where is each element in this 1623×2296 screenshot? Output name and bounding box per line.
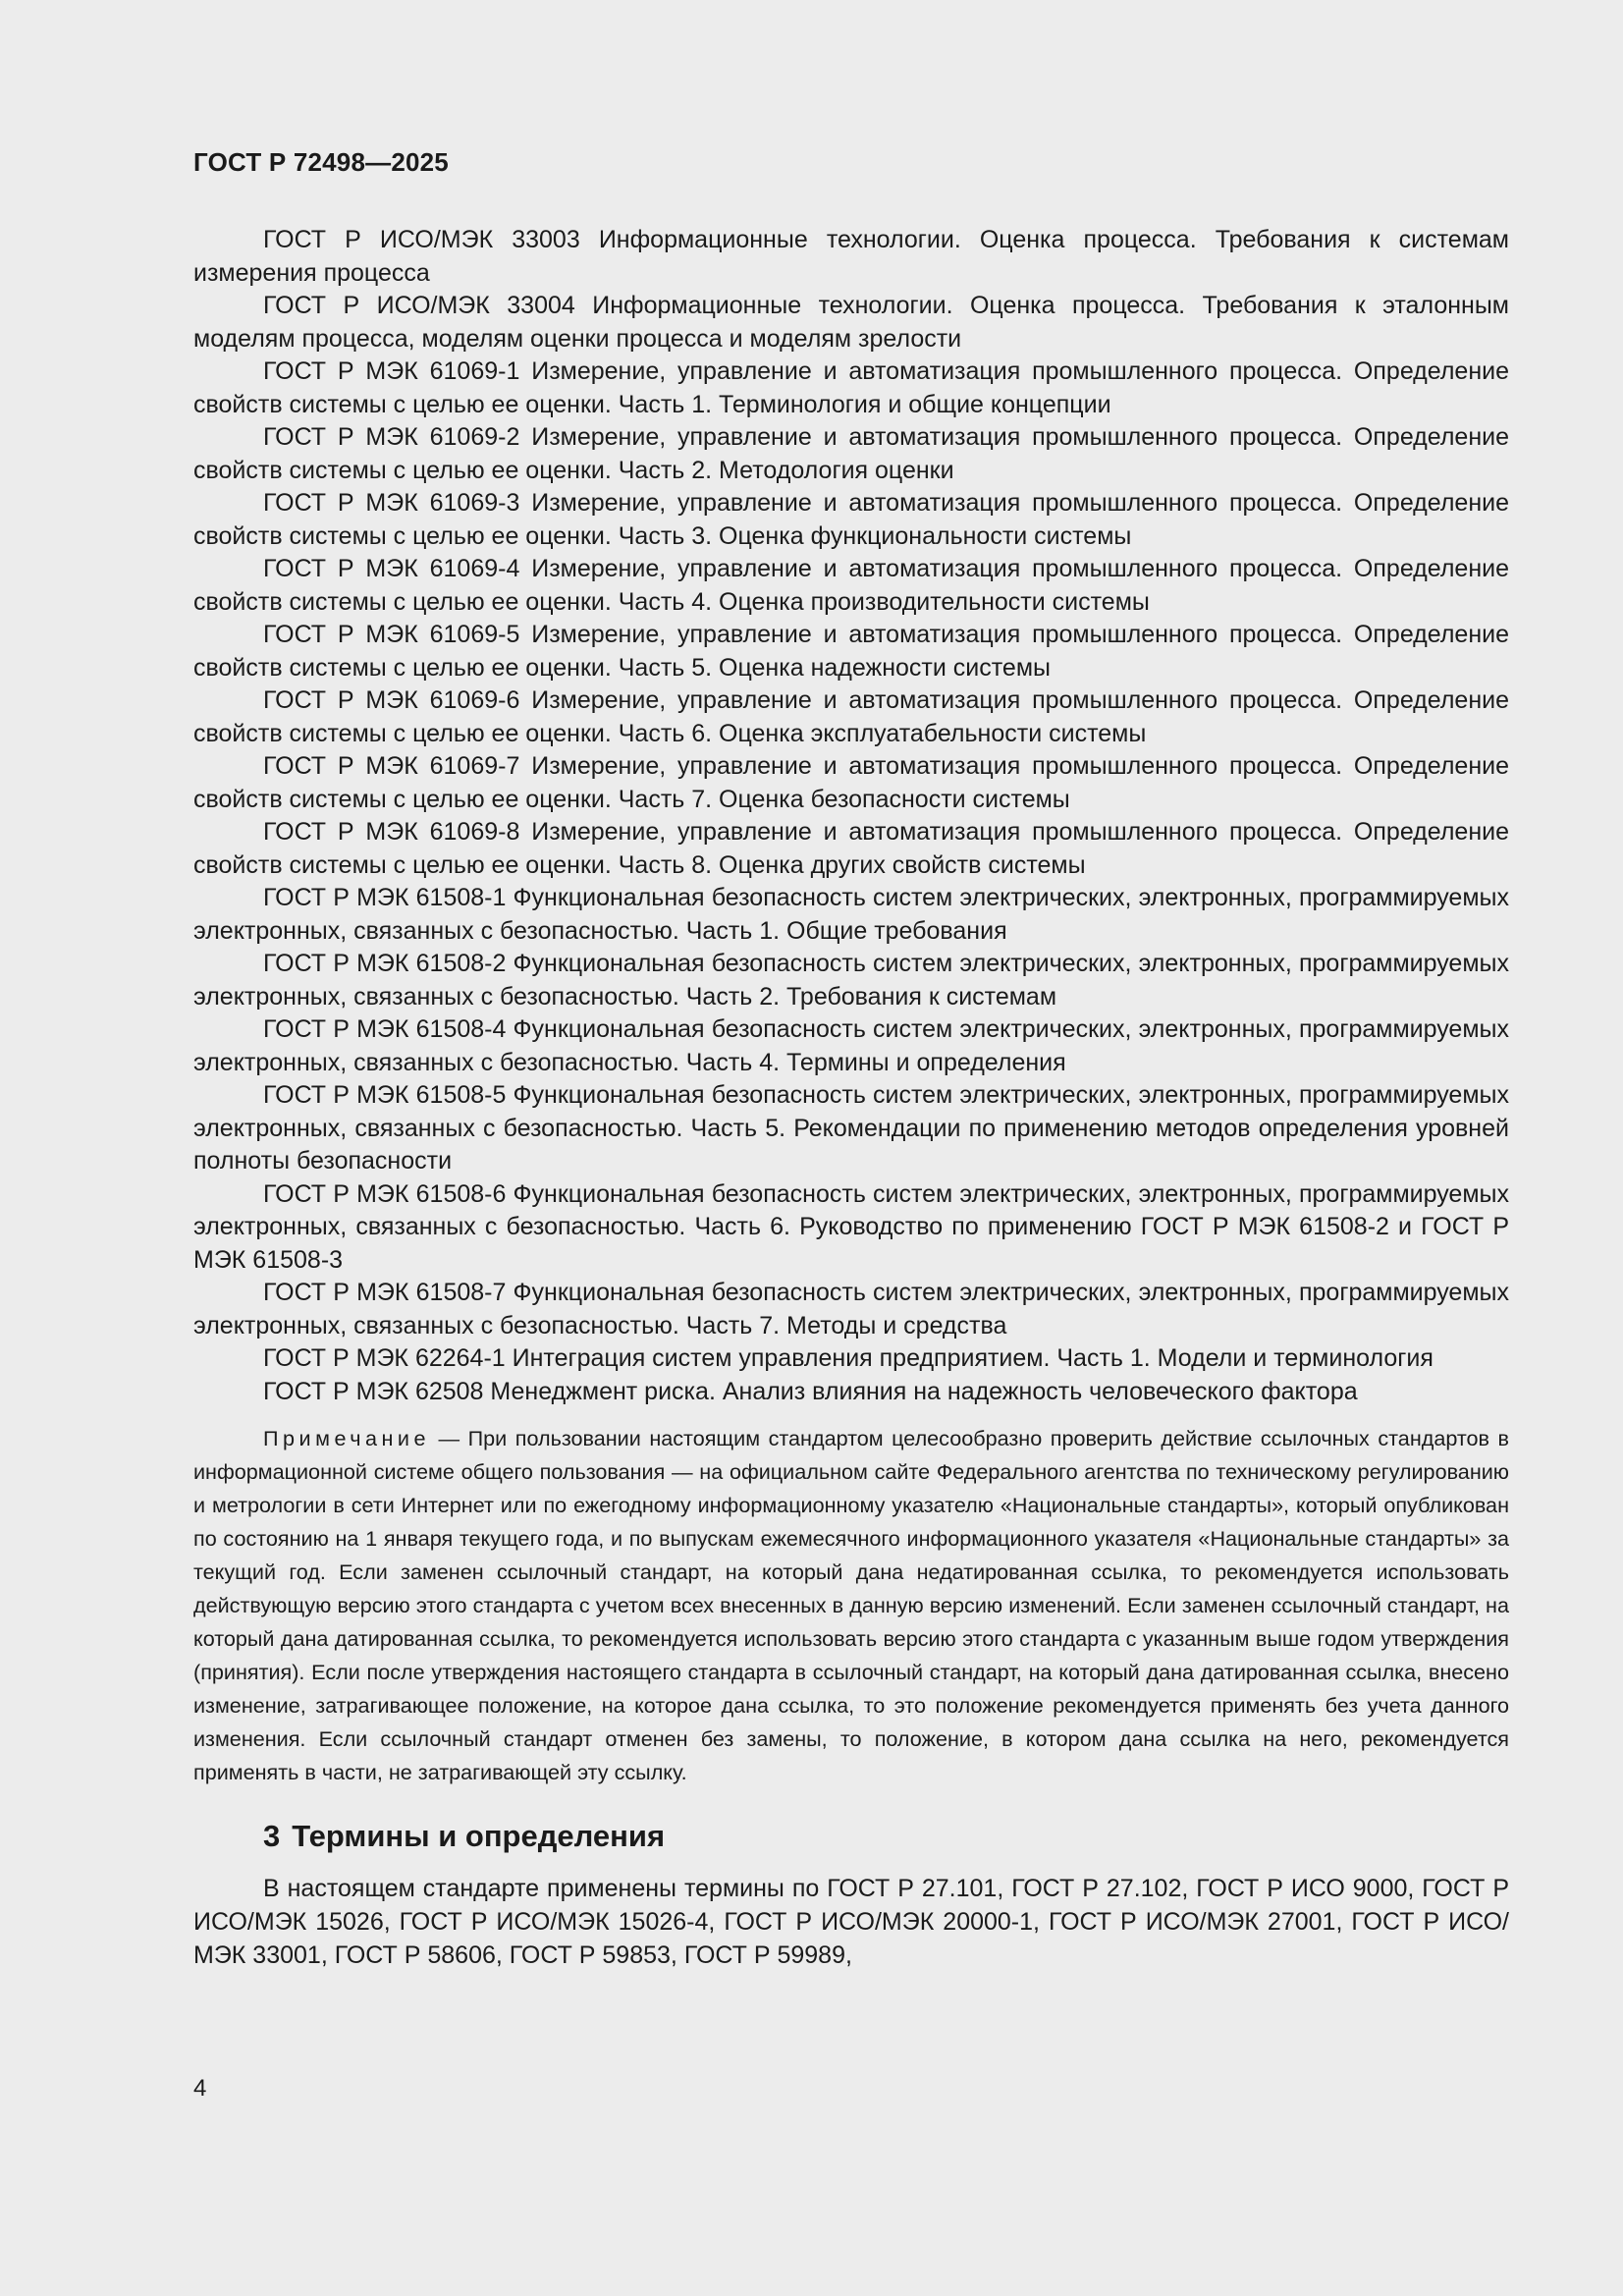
reference-item: ГОСТ Р МЭК 61069-5 Измерение, управление и автоматизация промышленного процесса. Определение свойств системы с целью ее оценки. Часть 5. Оценка надежности системы <box>193 621 1509 682</box>
section-title: Термины и определения <box>292 1819 666 1853</box>
reference-item: ГОСТ Р МЭК 61069-2 Измерение, управление и автоматизация промышленного процесса. Определение свойств системы с целью ее оценки. Часть 2. Методология оценки <box>193 423 1509 484</box>
document-code-header: ГОСТ Р 72498—2025 <box>193 147 449 177</box>
note-label: Примечание <box>263 1426 430 1450</box>
normative-references-list <box>193 224 1509 1408</box>
reference-item: ГОСТ Р МЭК 61069-6 Измерение, управление и автоматизация промышленного процесса. Определение свойств системы с целью ее оценки. Часть 6. Оценка эксплуатабельности системы <box>193 686 1509 747</box>
reference-item: ГОСТ Р МЭК 61069-3 Измерение, управление и автоматизация промышленного процесса. Определение свойств системы с целью ее оценки. Часть 3. Оценка функциональности системы <box>193 489 1509 550</box>
reference-item: ГОСТ Р МЭК 61508-7 Функциональная безопасность систем электрических, электронных, программируемых электронных, связанных с безопасностью. Часть 7. Методы и средства <box>193 1279 1509 1339</box>
section-heading <box>263 1817 1509 1856</box>
section-number: 3 <box>263 1819 281 1853</box>
section-paragraph: В настоящем стандарте применены термины по ГОСТ Р 27.101, ГОСТ Р 27.102, ГОСТ Р ИСО 9000, ГОСТ Р ИСО/МЭК 15026, ГОСТ Р ИСО/МЭК 15026-4, ГОСТ Р ИСО/МЭК 20000-1, ГОСТ Р ИСО/МЭК 27001, ГОСТ Р ИСО/МЭК 33001, ГОСТ Р 58606, ГОСТ Р 59853, ГОСТ Р 59989, <box>193 1875 1509 1969</box>
reference-item: ГОСТ Р МЭК 61508-6 Функциональная безопасность систем электрических, электронных, программируемых электронных, связанных с безопасностью. Часть 6. Руководство по применению ГОСТ Р МЭК 61508-2 и ГОСТ Р МЭК 61508-3 <box>193 1179 1509 1274</box>
reference-item: ГОСТ Р ИСО/МЭК 33003 Информационные технологии. Оценка процесса. Требования к системам измерения процесса <box>193 226 1509 287</box>
page-number: 4 <box>193 2075 207 2102</box>
reference-item: ГОСТ Р МЭК 62264-1 Интеграция систем управления предприятием. Часть 1. Модели и терминология <box>263 1344 1434 1372</box>
reference-item: ГОСТ Р МЭК 61508-5 Функциональная безопасность систем электрических, электронных, программируемых электронных, связанных с безопасностью. Часть 5. Рекомендации по применению методов определения уровней полноты безопасности <box>193 1081 1509 1175</box>
reference-item: ГОСТ Р МЭК 61069-1 Измерение, управление и автоматизация промышленного процесса. Определение свойств системы с целью ее оценки. Часть 1. Терминология и общие концепции <box>193 357 1509 418</box>
reference-item: ГОСТ Р МЭК 61069-4 Измерение, управление и автоматизация промышленного процесса. Определение свойств системы с целью ее оценки. Часть 4. Оценка производительности системы <box>193 555 1509 616</box>
note-paragraph <box>193 1422 1509 1789</box>
page-content <box>193 224 1509 1972</box>
reference-item: ГОСТ Р МЭК 62508 Менеджмент риска. Анализ влияния на надежность человеческого фактора <box>263 1377 1358 1405</box>
note-text: При пользовании настоящим стандартом целесообразно проверить действие ссылочных стандартов в информационной системе общего пользования — на официальном сайте Федерального агентства по техническому регулированию и метрологии в сети Интернет или по ежегодному информационному указателю «Национальные стандарты», который опубликован по состоянию на 1 января текущего года, и по выпускам ежемесячного информационного указателя «Национальные стандарты» за текущий год. Если заменен ссылочный стандарт, на который дана недатированная ссылка, то рекомендуется использовать действующую версию этого стандарта с учетом всех внесенных в данную версию изменений. Если заменен ссылочный стандарт, на который дана датированная ссылка, то рекомендуется использовать версию этого стандарта с указанным выше годом утверждения (принятия). Если после утверждения настоящего стандарта в ссылочный стандарт, на который дана датированная ссылка, внесено изменение, затрагивающее положение, на которое дана ссылка, то это положение рекомендуется применять без учета данного изменения. Если ссылочный стандарт отменен без замены, то положение, в котором дана ссылка на него, рекомендуется применять в части, не затрагивающей эту ссылку. <box>193 1426 1510 1784</box>
reference-item: ГОСТ Р МЭК 61069-7 Измерение, управление и автоматизация промышленного процесса. Определение свойств системы с целью ее оценки. Часть 7. Оценка безопасности системы <box>193 752 1509 813</box>
reference-item: ГОСТ Р ИСО/МЭК 33004 Информационные технологии. Оценка процесса. Требования к эталонным моделям процесса, моделям оценки процесса и моделям зрелости <box>193 292 1509 353</box>
note-dash: — <box>430 1426 468 1450</box>
reference-item: ГОСТ Р МЭК 61508-1 Функциональная безопасность систем электрических, электронных, программируемых электронных, связанных с безопасностью. Часть 1. Общие требования <box>193 884 1509 945</box>
reference-item: ГОСТ Р МЭК 61069-8 Измерение, управление и автоматизация промышленного процесса. Определение свойств системы с целью ее оценки. Часть 8. Оценка других свойств системы <box>193 818 1509 879</box>
reference-item: ГОСТ Р МЭК 61508-4 Функциональная безопасность систем электрических, электронных, программируемых электронных, связанных с безопасностью. Часть 4. Термины и определения <box>193 1015 1509 1076</box>
reference-item: ГОСТ Р МЭК 61508-2 Функциональная безопасность систем электрических, электронных, программируемых электронных, связанных с безопасностью. Часть 2. Требования к системам <box>193 950 1509 1011</box>
